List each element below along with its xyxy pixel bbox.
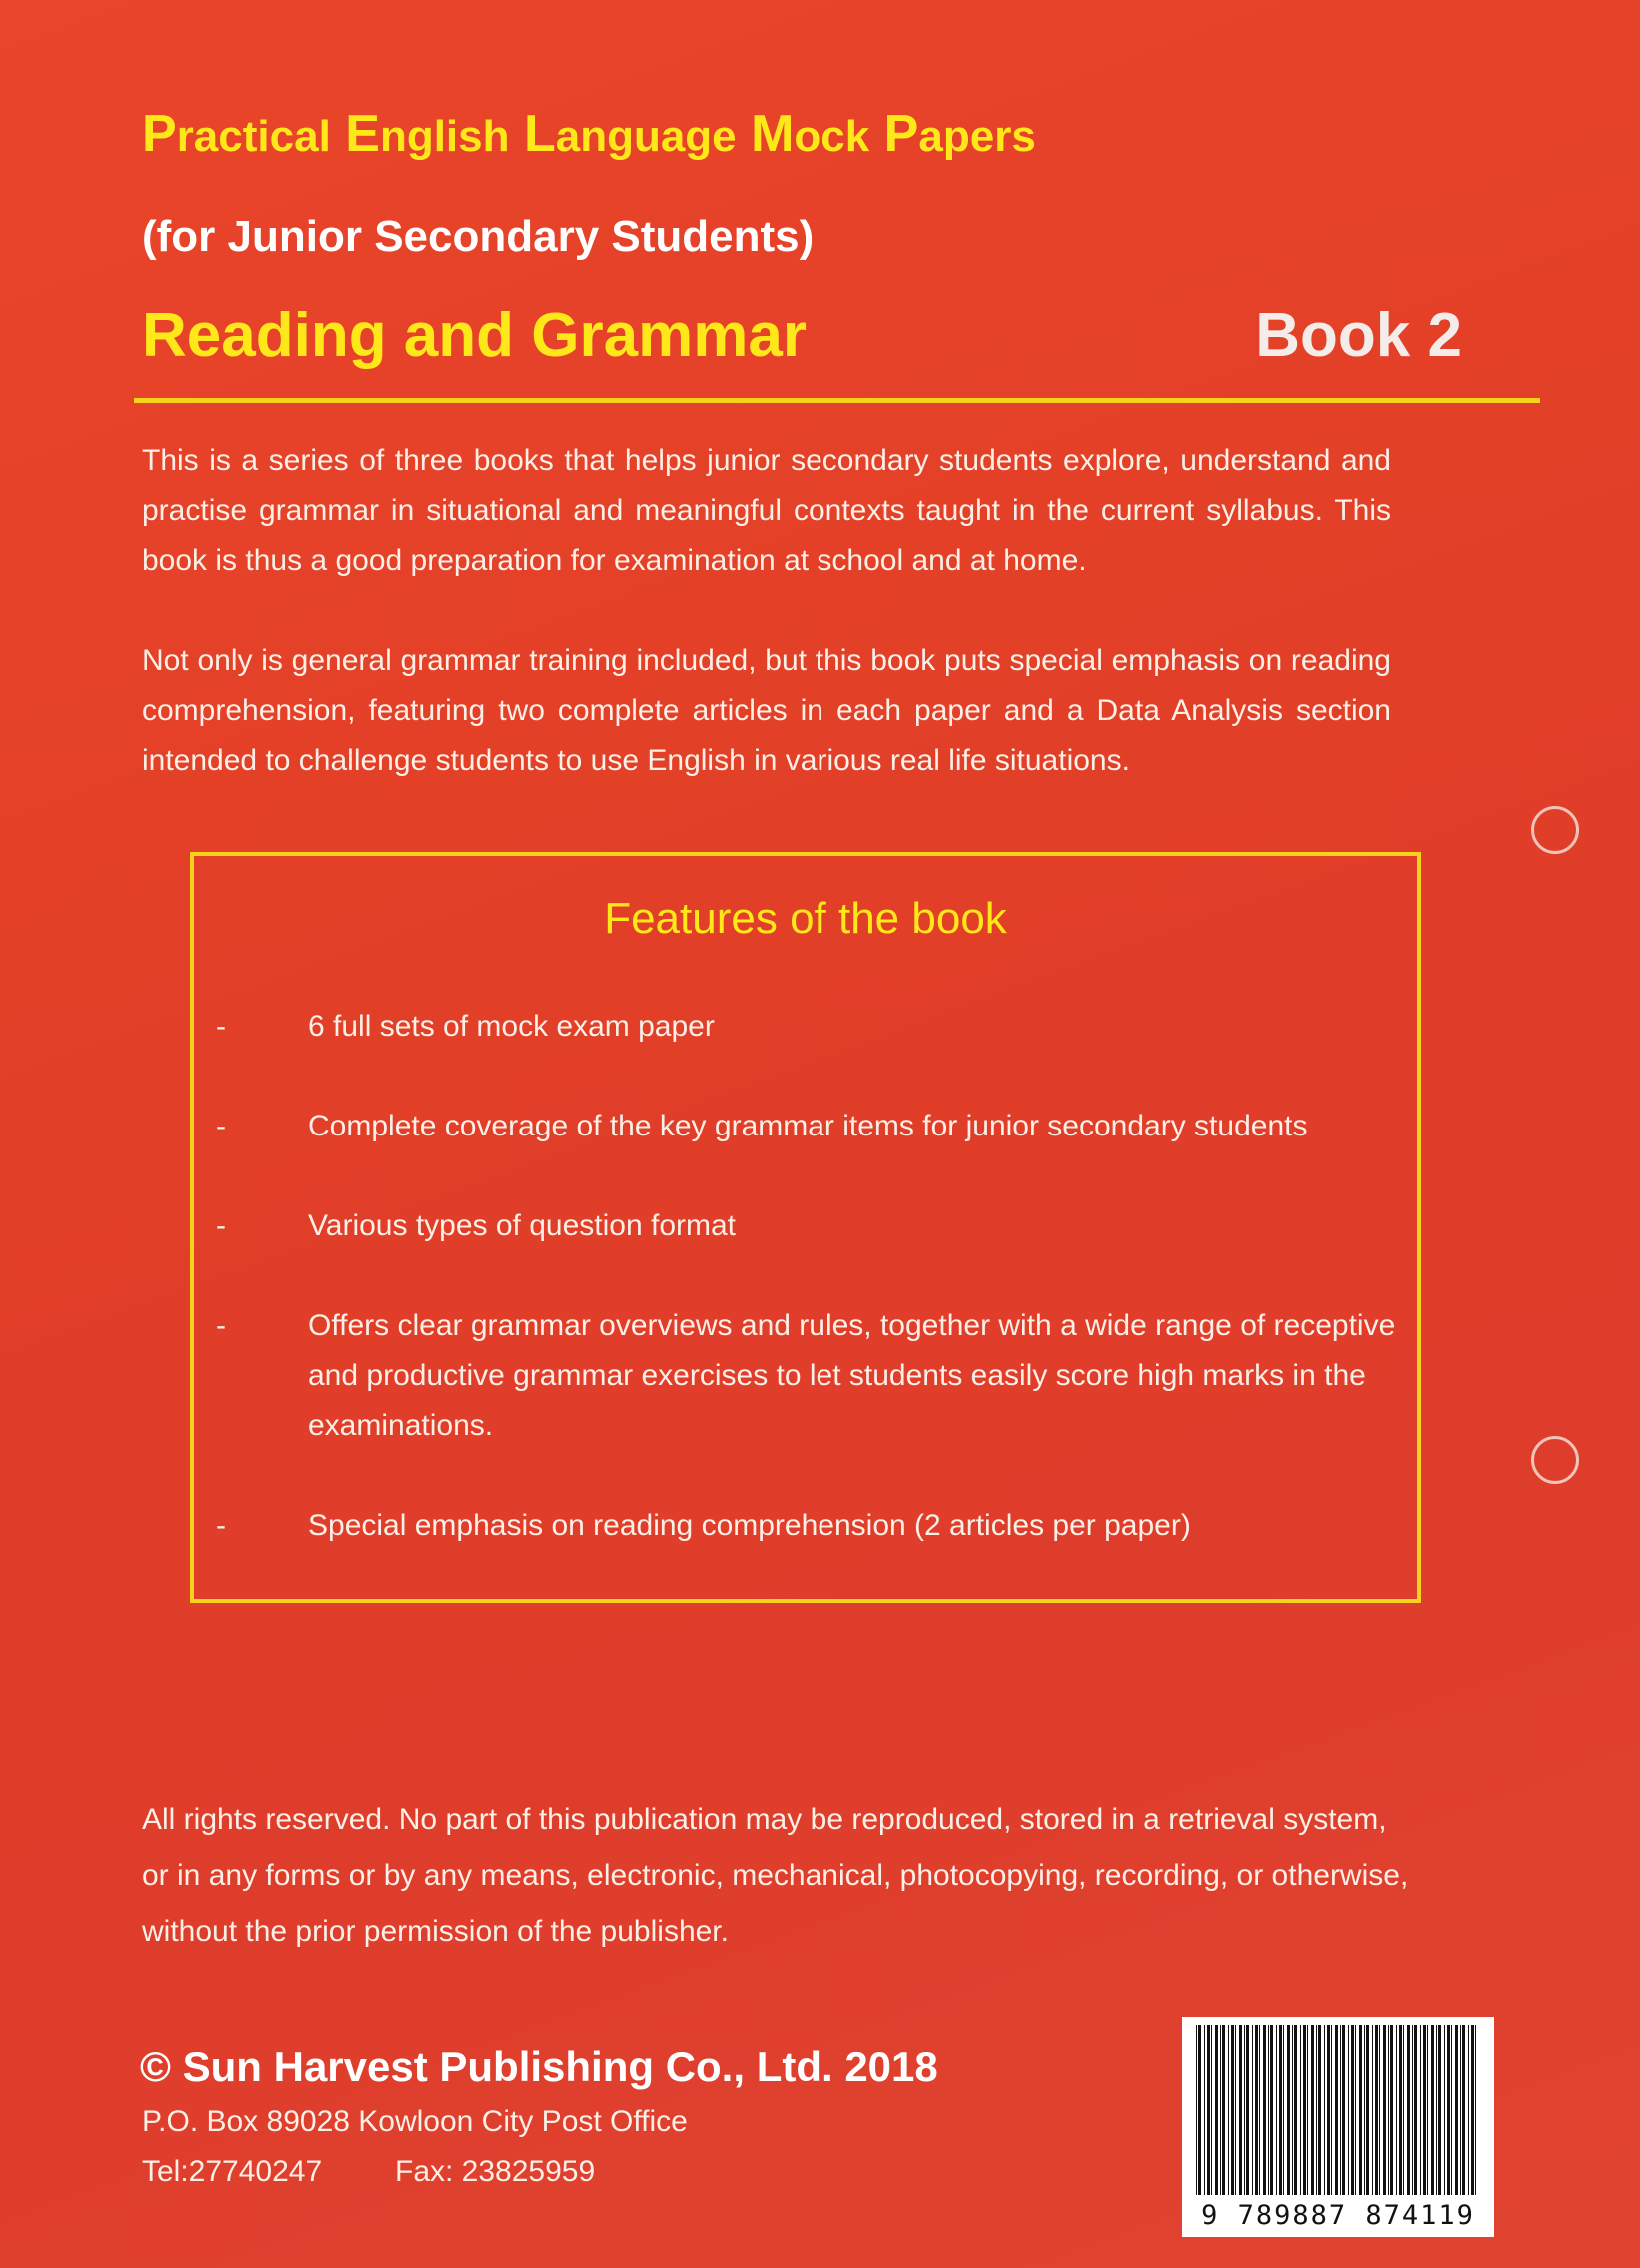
header-divider	[134, 398, 1540, 403]
feature-text: Complete coverage of the key grammar items for junior secondary students	[308, 1110, 1308, 1142]
features-heading: Features of the book	[604, 894, 1007, 943]
features-box	[190, 852, 1421, 1603]
intro-paragraph-1: This is a series of three books that helps junior secondary students explore, understand and practise grammar in situational and meaningful contexts taught in the current syllabus. This book is thus a good preparation for examination at school and at home.	[142, 444, 1391, 577]
feature-text: Special emphasis on reading comprehension (2 articles per paper)	[308, 1509, 1191, 1542]
intro-paragraph-2: Not only is general grammar training included, but this book puts special emphasis on reading comprehension, featuring two complete articles in each paper and a Data Analysis section intended to challenge students to use English in various real life situations.	[142, 644, 1391, 777]
feature-bullet: -	[216, 1309, 226, 1342]
feature-bullet: -	[216, 1110, 226, 1142]
publisher-address: P.O. Box 89028 Kowloon City Post Office	[142, 2105, 688, 2138]
binder-hole	[1531, 1436, 1579, 1484]
feature-text: Offers clear grammar overviews and rules, together with a wide range of receptive and productive grammar exercises to let students easily score high marks in the examinations.	[308, 1309, 1396, 1442]
publisher-fax: Fax: 23825959	[395, 2155, 596, 2188]
book-number: Book 2	[1255, 301, 1462, 370]
feature-bullet: -	[216, 1209, 226, 1242]
book-title-text: Practical English Language Mock Papers	[142, 105, 1036, 163]
feature-text: 6 full sets of mock exam paper	[308, 1010, 715, 1043]
publisher-tel: Tel:27740247	[142, 2155, 323, 2188]
publisher-copyright: © Sun Harvest Publishing Co., Ltd. 2018	[140, 2043, 938, 2090]
series-name: Reading and Grammar	[142, 301, 807, 370]
feature-bullet: -	[216, 1509, 226, 1542]
barcode-number: 9 789887 874119	[1201, 2200, 1475, 2231]
barcode-icon	[1194, 2025, 1482, 2195]
rights-notice: All rights reserved. No part of this publication may be reproduced, stored in a retrieval system, or in any forms or by any means, electronic, mechanical, photocopying, recording, or otherwise, without the prior permission of the publisher.	[142, 1803, 1409, 1948]
binder-hole	[1531, 806, 1579, 854]
book-subtitle: (for Junior Secondary Students)	[142, 212, 815, 261]
isbn-barcode	[1182, 2017, 1494, 2237]
feature-bullet: -	[216, 1010, 226, 1043]
feature-text: Various types of question format	[308, 1209, 736, 1242]
book-title	[142, 104, 1036, 164]
